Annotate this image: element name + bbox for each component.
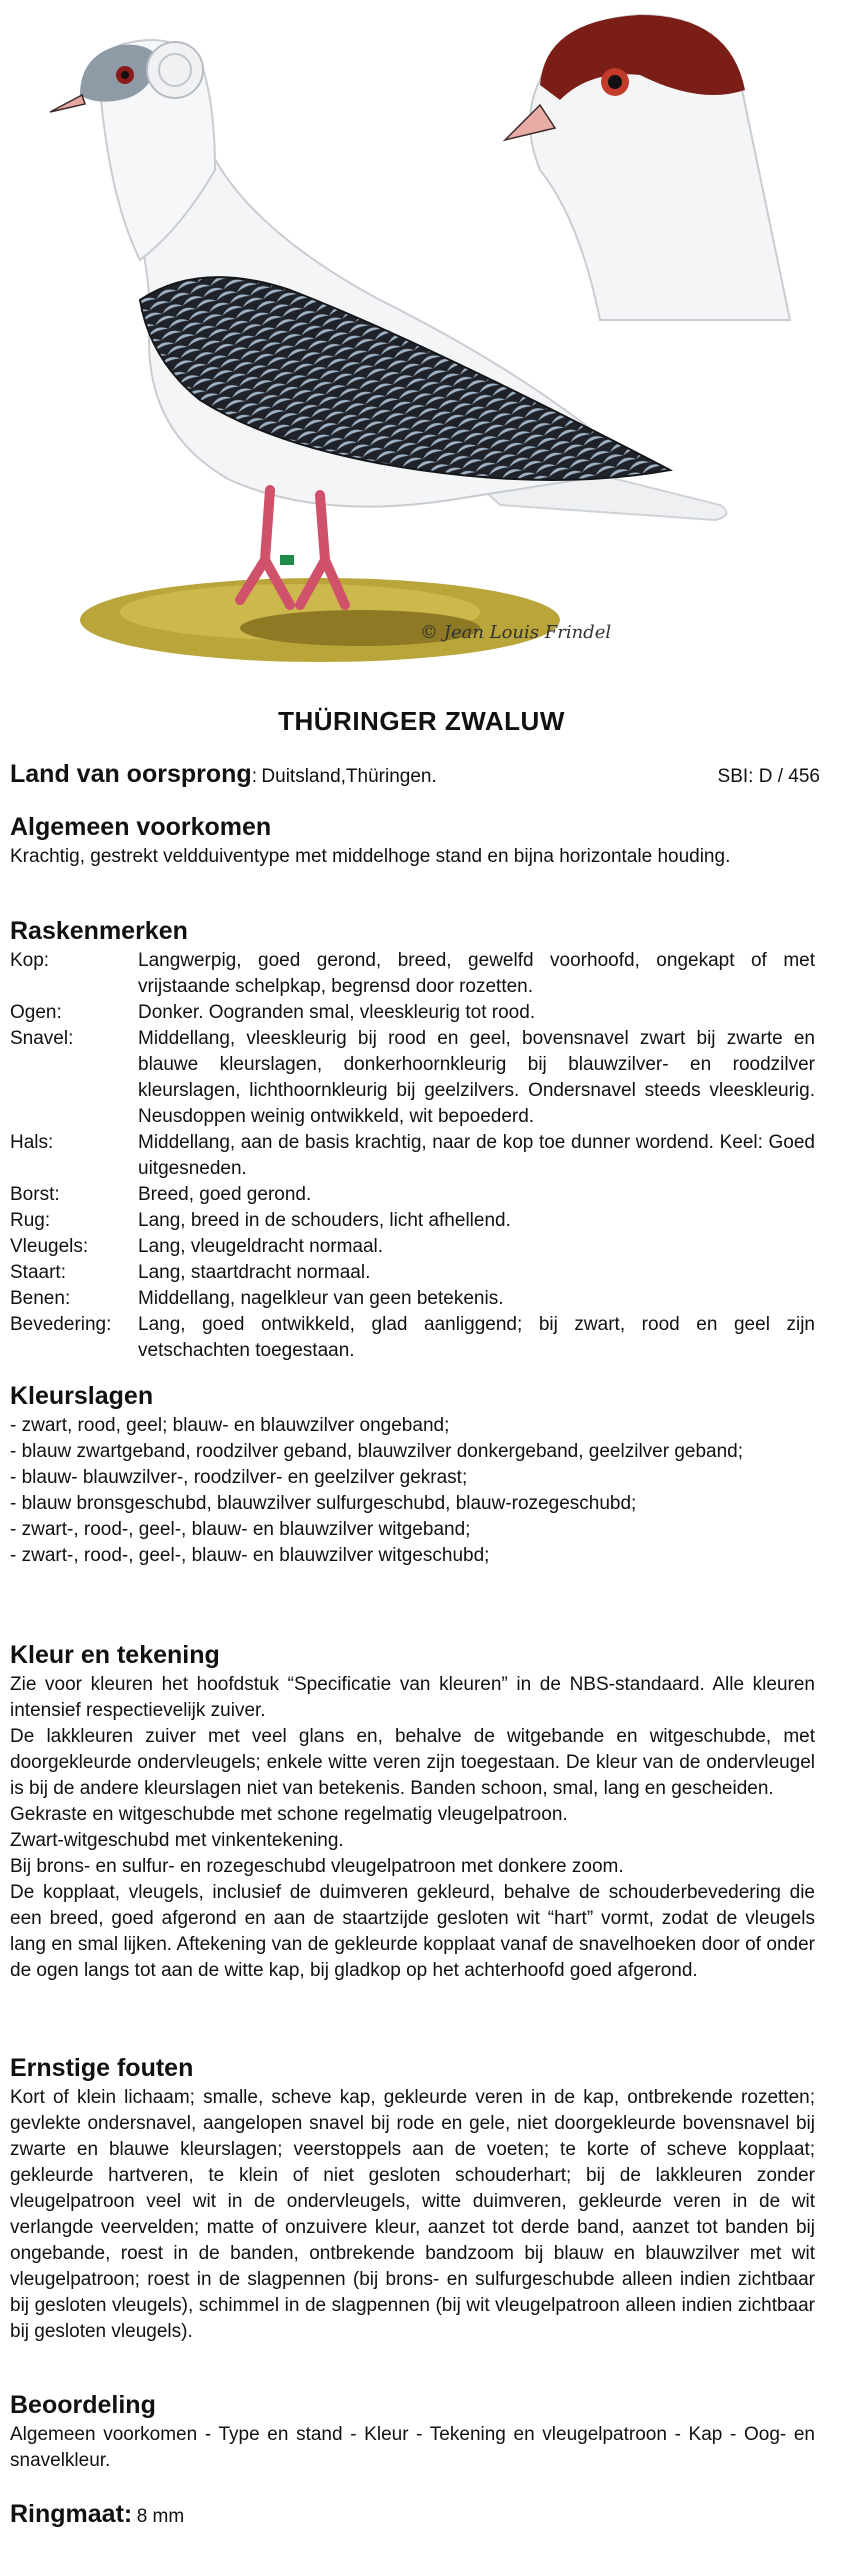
section-heading: Kleurslagen <box>10 1382 154 1410</box>
trait-label: Hals: <box>10 1132 54 1153</box>
trait-value: Middellang, vleeskleurig bij rood en geel, bovensnavel zwart bij zwarte en blauwe kleurslagen, donkerhoornkleurig bij blauwzilver- en roodzilver kleurslagen, lichthoornkleurig bij geelzilvers. Ondersnavel steeds vleeskleurig. Neusdoppen weinig ontwikkeld, wit bepoederd. <box>138 1028 815 1127</box>
section-beoordeling <box>10 2390 815 2474</box>
traits-table <box>10 948 815 1364</box>
trait-label: Snavel: <box>10 1028 74 1049</box>
paragraph: De kopplaat, vleugels, inclusief de duimveren gekleurd, behalve de schouderbevedering die een breed, goed afgerond en aan de staartzijde gesloten wit “hart” vormt, zodat de vleugels lang en smal lijken. Aftekening van de gekleurde kopplaat vanaf de snavelhoeken door of onder de ogen langs tot aan de witte kap, bij gladkop op het achterhoofd goed afgerond. <box>10 1882 815 1981</box>
list-item: - blauw- blauwzilver-, roodzilver- en geelzilver gekrast; <box>10 1467 468 1488</box>
list-item: - blauw zwartgeband, roodzilver geband, blauwzilver donkergeband, geelzilver geband; <box>10 1441 744 1462</box>
section-text: Krachtig, gestrekt veldduiventype met middelhoge stand en bijna horizontale houding. <box>10 846 731 867</box>
section-kleurslagen <box>10 1381 815 1569</box>
trait-label: Rug: <box>10 1210 51 1231</box>
color-varieties-list <box>10 1413 815 1569</box>
sbi-code: SBI: D / 456 <box>717 766 820 787</box>
illustration-signature: © Jean Louis Frindel <box>420 622 612 643</box>
section-text: Algemeen voorkomen - Type en stand - Kleur - Tekening en vleugelpatroon - Kap - Oog- en snavelkleur. <box>10 2424 815 2471</box>
list-item: - blauw bronsgeschubd, blauwzilver sulfurgeschubd, blauw-rozegeschubd; <box>10 1493 637 1514</box>
paragraph: De lakkleuren zuiver met veel glans en, behalve de witgebande en witgeschubde, met doorgekleurde ondervleugels; enkele witte veren zijn toegestaan. De kleur van de ondervleugel is bij de andere kleurslagen niet van betekenis. Banden schoon, smal, lang en gescheiden. <box>10 1726 815 1799</box>
trait-value: Lang, breed in de schouders, licht afhellend. <box>138 1210 511 1231</box>
trait-row <box>10 1130 815 1182</box>
section-heading: Algemeen voorkomen <box>10 813 272 841</box>
trait-value: Middellang, nagelkleur van geen betekenis. <box>138 1288 504 1309</box>
paragraph: Zwart-witgeschubd met vinkentekening. <box>10 1830 344 1851</box>
list-item: - zwart-, rood-, geel-, blauw- en blauwzilver witgeband; <box>10 1519 471 1540</box>
trait-label: Ogen: <box>10 1002 62 1023</box>
paragraph: Zie voor kleuren het hoofdstuk “Specificatie van kleuren” in de NBS-standaard. Alle kleuren intensief respectievelijk zuiver. <box>10 1674 815 1721</box>
trait-value: Lang, goed ontwikkeld, glad aanliggend; bij zwart, rood en geel zijn vetschachten toegestaan. <box>138 1314 815 1361</box>
section-heading: Beoordeling <box>10 2391 156 2419</box>
trait-value: Lang, staartdracht normaal. <box>138 1262 371 1283</box>
section-text: Kort of klein lichaam; smalle, scheve kap, gekleurde veren in de kap, ontbrekende rozetten; gevlekte ondersnavel, aangelopen snavel bij rode en gele, niet doorgekleurde bovensnavel bij zwarte en blauwe kleurslagen; veerstoppels aan de voeten; te korte of scheve kopplaat; gekleurde hartveren, te klein of niet gesloten schouderhart; bij de lakkleuren zonder vleugelpatroon veel wit in de ondervleugels, witte duimveren, gekleurde veren in de wit verlangde veervelden; matte of onzuivere kleur, aanzet tot derde band, aanzet tot banden bij ongebande, roest in de banden, ontbrekende bandzoom bij blauw en blauwzilver met wit vleugelpatroon; roest in de slagpennen (bij brons- en sulfurgeschubde alleen indien zichtbaar bij gesloten vleugels), schimmel in de slagpennen (bij wit vleugelpatroon alleen indien zichtbaar bij gesloten vleugels). <box>10 2087 815 2342</box>
trait-value: Langwerpig, goed gerond, breed, gewelfd voorhoofd, ongekapt of met vrijstaande schelpkap, begrensd door rozetten. <box>138 950 815 997</box>
trait-value: Middellang, aan de basis krachtig, naar de kop toe dunner wordend. Keel: Goed uitgesneden. <box>138 1132 815 1179</box>
ringmaat-value: 8 mm <box>136 2506 185 2527</box>
pigeon-illustration <box>0 0 843 690</box>
trait-label: Borst: <box>10 1184 60 1205</box>
origin-label: Land van oorsprong <box>10 760 252 788</box>
trait-label: Staart: <box>10 1262 66 1283</box>
trait-row <box>10 1260 815 1286</box>
trait-row <box>10 1208 815 1234</box>
pigeon-beak <box>50 95 85 112</box>
trait-label: Kop: <box>10 950 50 971</box>
paragraph: Bij brons- en sulfur- en rozegeschubd vleugelpatroon met donkere zoom. <box>10 1856 624 1877</box>
trait-row <box>10 1026 815 1130</box>
origin-colon: : <box>251 766 257 787</box>
list-item: - zwart-, rood-, geel-, blauw- en blauwzilver witgeschubd; <box>10 1545 490 1566</box>
trait-row <box>10 1000 815 1026</box>
origin-row <box>10 760 820 789</box>
pigeon-shell-crest <box>147 42 203 98</box>
trait-value: Breed, goed gerond. <box>138 1184 312 1205</box>
section-heading: Raskenmerken <box>10 917 188 945</box>
section-general <box>10 812 815 870</box>
trait-value: Donker. Oogranden smal, vleeskleurig tot rood. <box>138 1002 536 1023</box>
section-heading: Ernstige fouten <box>10 2054 194 2082</box>
ringmaat <box>10 2500 184 2529</box>
trait-row <box>10 1312 815 1364</box>
section-heading: Kleur en tekening <box>10 1641 220 1669</box>
trait-label: Benen: <box>10 1288 71 1309</box>
trait-value: Lang, vleugeldracht normaal. <box>138 1236 384 1257</box>
section-raskenmerken <box>10 916 815 1364</box>
list-item: - zwart, rood, geel; blauw- en blauwzilver ongeband; <box>10 1415 450 1436</box>
ringmaat-label: Ringmaat: <box>10 2500 133 2528</box>
origin-value: Duitsland,Thüringen. <box>261 766 437 787</box>
section-ernstige-fouten <box>10 2053 815 2345</box>
paragraph: Gekraste en witgeschubde met schone regelmatig vleugelpatroon. <box>10 1804 568 1825</box>
trait-label: Vleugels: <box>10 1236 89 1257</box>
page-title: THÜRINGER ZWALUW <box>278 706 565 736</box>
origin <box>10 760 437 789</box>
trait-row <box>10 1286 815 1312</box>
trait-label: Bevedering: <box>10 1314 112 1335</box>
trait-row <box>10 948 815 1000</box>
trait-row <box>10 1234 815 1260</box>
section-kleur-tekening <box>10 1640 815 1984</box>
trait-row <box>10 1182 815 1208</box>
